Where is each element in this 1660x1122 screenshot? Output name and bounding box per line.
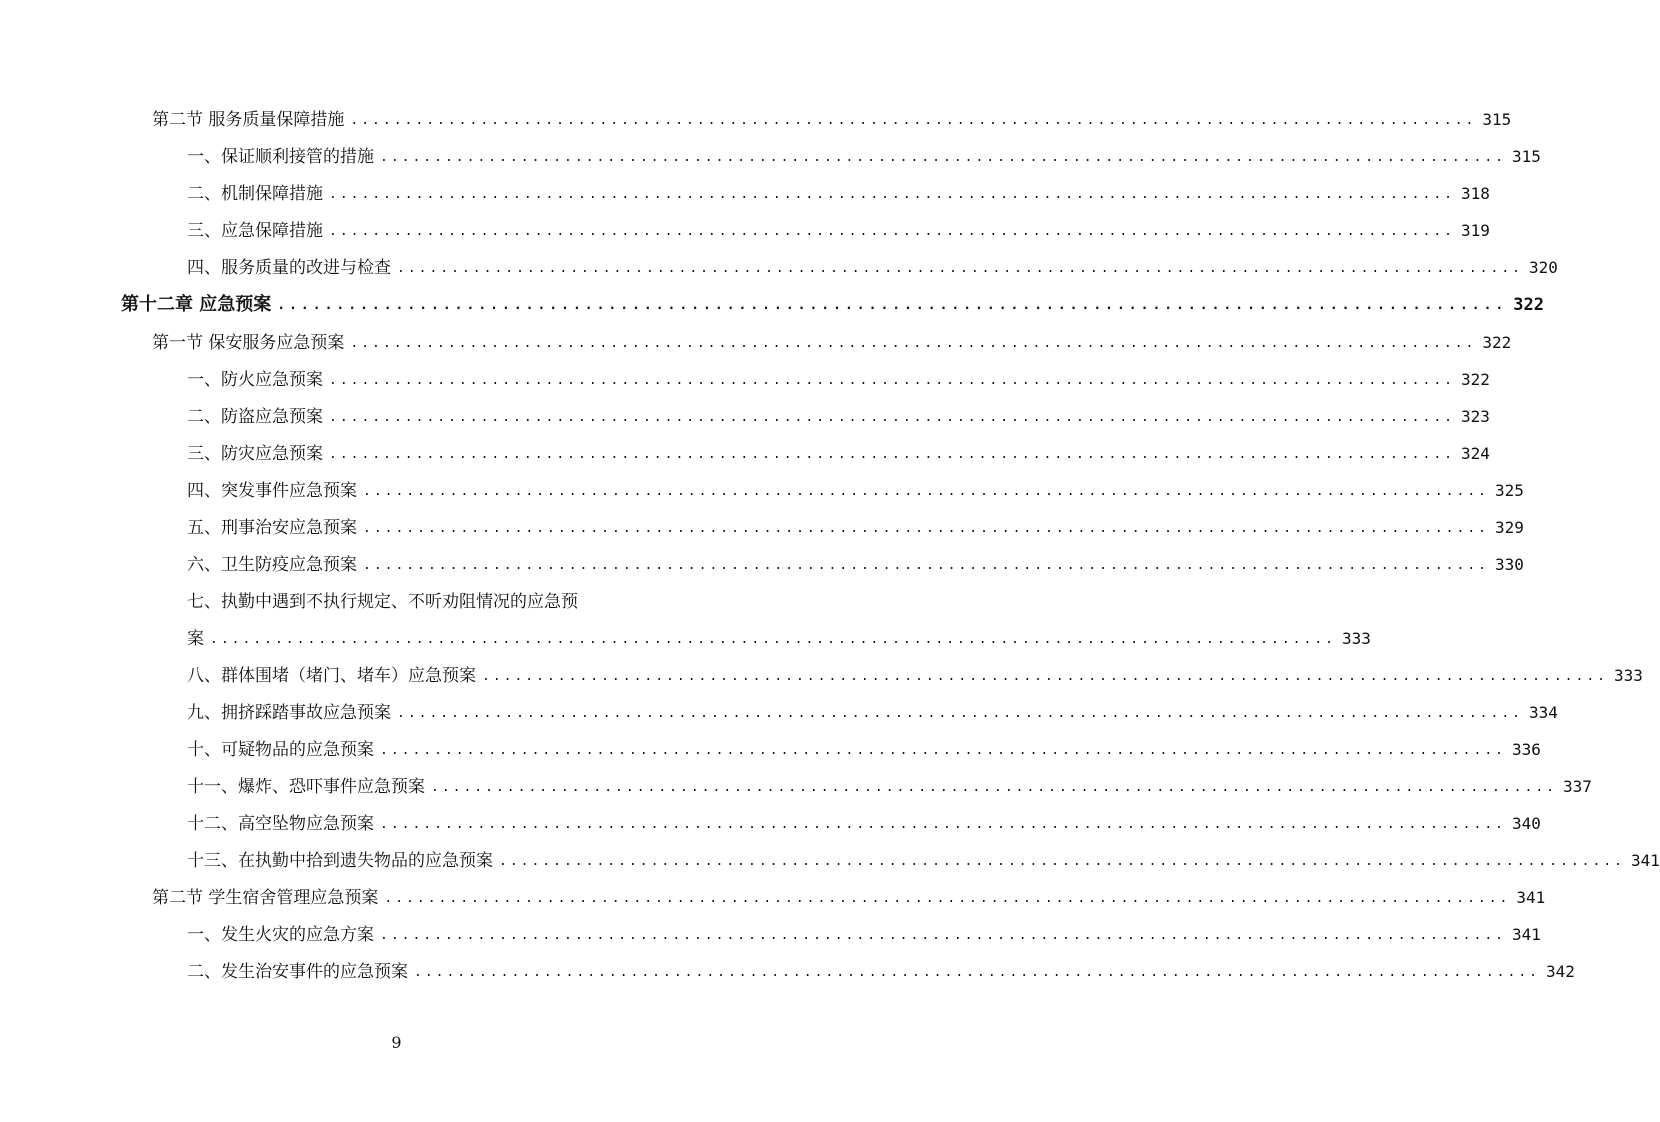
toc-entry-section[interactable] xyxy=(152,103,1512,131)
dot-leader: ........................................................................................................ xyxy=(329,447,1455,462)
toc-entry-page: 341 xyxy=(1516,888,1546,907)
toc-entry-title: 十一、爆炸、恐吓事件应急预案 xyxy=(187,777,425,797)
dot-leader: ........................................................................................................ xyxy=(414,965,1540,980)
toc-entry-page: 324 xyxy=(1460,444,1490,463)
toc-entry-title: 三、应急保障措施 xyxy=(187,221,323,241)
toc-entry-page: 342 xyxy=(1545,962,1575,981)
toc-entry-item[interactable] xyxy=(187,807,1541,835)
toc-entry-item[interactable] xyxy=(187,140,1541,168)
toc-entry-title: 十、可疑物品的应急预案 xyxy=(187,740,374,760)
toc-entry-chapter[interactable] xyxy=(121,288,1544,316)
toc-entry-page: 319 xyxy=(1460,221,1490,240)
toc-entry-item[interactable] xyxy=(187,511,1524,539)
toc-entry-item[interactable] xyxy=(187,474,1524,502)
toc-entry-page: 323 xyxy=(1460,407,1490,426)
dot-leader: ........................................................................................................ xyxy=(350,336,1477,351)
toc-entry-page: 325 xyxy=(1494,481,1524,500)
toc-entry-title: 案 xyxy=(187,629,204,649)
toc-entry-title: 一、发生火灾的应急方案 xyxy=(187,925,374,945)
toc-entry-item[interactable] xyxy=(187,696,1558,724)
toc-entry-item[interactable] xyxy=(187,400,1490,428)
toc-entry-item[interactable] xyxy=(187,363,1490,391)
toc-entry-title: 九、拥挤踩踏事故应急预案 xyxy=(187,703,391,723)
toc-entry-title: 六、卫生防疫应急预案 xyxy=(187,555,357,575)
dot-leader: ........................................................................................................ xyxy=(329,187,1455,202)
toc-entry-title: 四、服务质量的改进与检查 xyxy=(187,258,391,278)
dot-leader: ........................................................................................................ xyxy=(380,150,1506,165)
toc-entry-title: 十三、在执勤中拾到遗失物品的应急预案 xyxy=(187,851,493,871)
toc-entry-title: 第十二章 应急预案 xyxy=(121,294,272,315)
dot-leader: ........................................................................................................ xyxy=(210,632,1336,647)
dot-leader: ........................................................................................................ xyxy=(397,706,1523,721)
toc-entry-section[interactable] xyxy=(152,881,1546,909)
toc-entry-page: 340 xyxy=(1511,814,1541,833)
toc-entry-page: 315 xyxy=(1482,110,1512,129)
toc-entry-section[interactable] xyxy=(152,326,1512,354)
dot-leader: ........................................................................................................ xyxy=(363,558,1489,573)
toc-entry-title: 一、防火应急预案 xyxy=(187,370,323,390)
toc-entry-title: 第一节 保安服务应急预案 xyxy=(152,333,345,353)
dot-leader: ........................................................................................................ xyxy=(499,854,1625,869)
toc-entry-page: 322 xyxy=(1513,295,1544,315)
toc-entry-title: 五、刑事治安应急预案 xyxy=(187,518,357,538)
dot-leader: ........................................................................................................ xyxy=(384,891,1511,906)
toc-entry-page: 337 xyxy=(1562,777,1592,796)
toc-entry-page: 315 xyxy=(1511,147,1541,166)
dot-leader: ........................................................................................................ xyxy=(380,928,1506,943)
toc-entry-page: 333 xyxy=(1341,629,1371,648)
toc-entry-page: 322 xyxy=(1482,333,1512,352)
toc-entry-title-line1[interactable]: 七、执勤中遇到不执行规定、不听劝阻情况的应急预 xyxy=(187,592,578,612)
toc-entry-item[interactable] xyxy=(187,622,1371,650)
toc-entry-item[interactable] xyxy=(187,214,1490,242)
toc-entry-item[interactable] xyxy=(187,659,1643,687)
page-number: 9 xyxy=(391,1033,402,1052)
toc-entry-item[interactable] xyxy=(187,844,1660,872)
dot-leader: ........................................................................................................ xyxy=(380,743,1506,758)
toc-entry-title: 十二、高空坠物应急预案 xyxy=(187,814,374,834)
dot-leader: ........................................................................................................ xyxy=(380,817,1506,832)
dot-leader: ........................................................................................................ xyxy=(350,113,1477,128)
toc-entry-title: 三、防灾应急预案 xyxy=(187,444,323,464)
toc-entry-page: 334 xyxy=(1528,703,1558,722)
toc-entry-page: 322 xyxy=(1460,370,1490,389)
toc-entry-title: 二、机制保障措施 xyxy=(187,184,323,204)
dot-leader: ........................................................................................................ xyxy=(329,410,1455,425)
toc-entry-title: 第二节 学生宿舍管理应急预案 xyxy=(152,888,379,908)
toc-entry-page: 329 xyxy=(1494,518,1524,537)
dot-leader: ........................................................................................................ xyxy=(277,298,1508,313)
toc-entry-title: 第二节 服务质量保障措施 xyxy=(152,110,345,130)
toc-entry-page: 330 xyxy=(1494,555,1524,574)
toc-entry-page: 341 xyxy=(1511,925,1541,944)
dot-leader: ........................................................................................................ xyxy=(363,484,1489,499)
toc-entry-item[interactable] xyxy=(187,733,1541,761)
toc-entry-item[interactable] xyxy=(187,955,1575,983)
dot-leader: ........................................................................................................ xyxy=(329,373,1455,388)
toc-entry-title: 二、发生治安事件的应急预案 xyxy=(187,962,408,982)
toc-entry-title: 一、保证顺利接管的措施 xyxy=(187,147,374,167)
toc-entry-item[interactable] xyxy=(187,251,1558,279)
toc-entry-item[interactable] xyxy=(187,770,1592,798)
dot-leader: ........................................................................................................ xyxy=(482,669,1608,684)
dot-leader: ........................................................................................................ xyxy=(431,780,1557,795)
dot-leader: ........................................................................................................ xyxy=(397,261,1523,276)
toc-entry-page: 341 xyxy=(1630,851,1660,870)
toc-entry-item[interactable] xyxy=(187,177,1490,205)
toc-entry-item[interactable] xyxy=(187,548,1524,576)
toc-entry-page: 318 xyxy=(1460,184,1490,203)
dot-leader: ........................................................................................................ xyxy=(329,224,1455,239)
toc-entry-page: 333 xyxy=(1613,666,1643,685)
toc-entry-page: 336 xyxy=(1511,740,1541,759)
toc-entry-title: 八、群体围堵（堵门、堵车）应急预案 xyxy=(187,666,476,686)
toc-entry-item[interactable] xyxy=(187,437,1490,465)
dot-leader: ........................................................................................................ xyxy=(363,521,1489,536)
toc-entry-title: 二、防盗应急预案 xyxy=(187,407,323,427)
toc-entry-page: 320 xyxy=(1528,258,1558,277)
toc-entry-title: 四、突发事件应急预案 xyxy=(187,481,357,501)
toc-entry-item[interactable] xyxy=(187,918,1541,946)
